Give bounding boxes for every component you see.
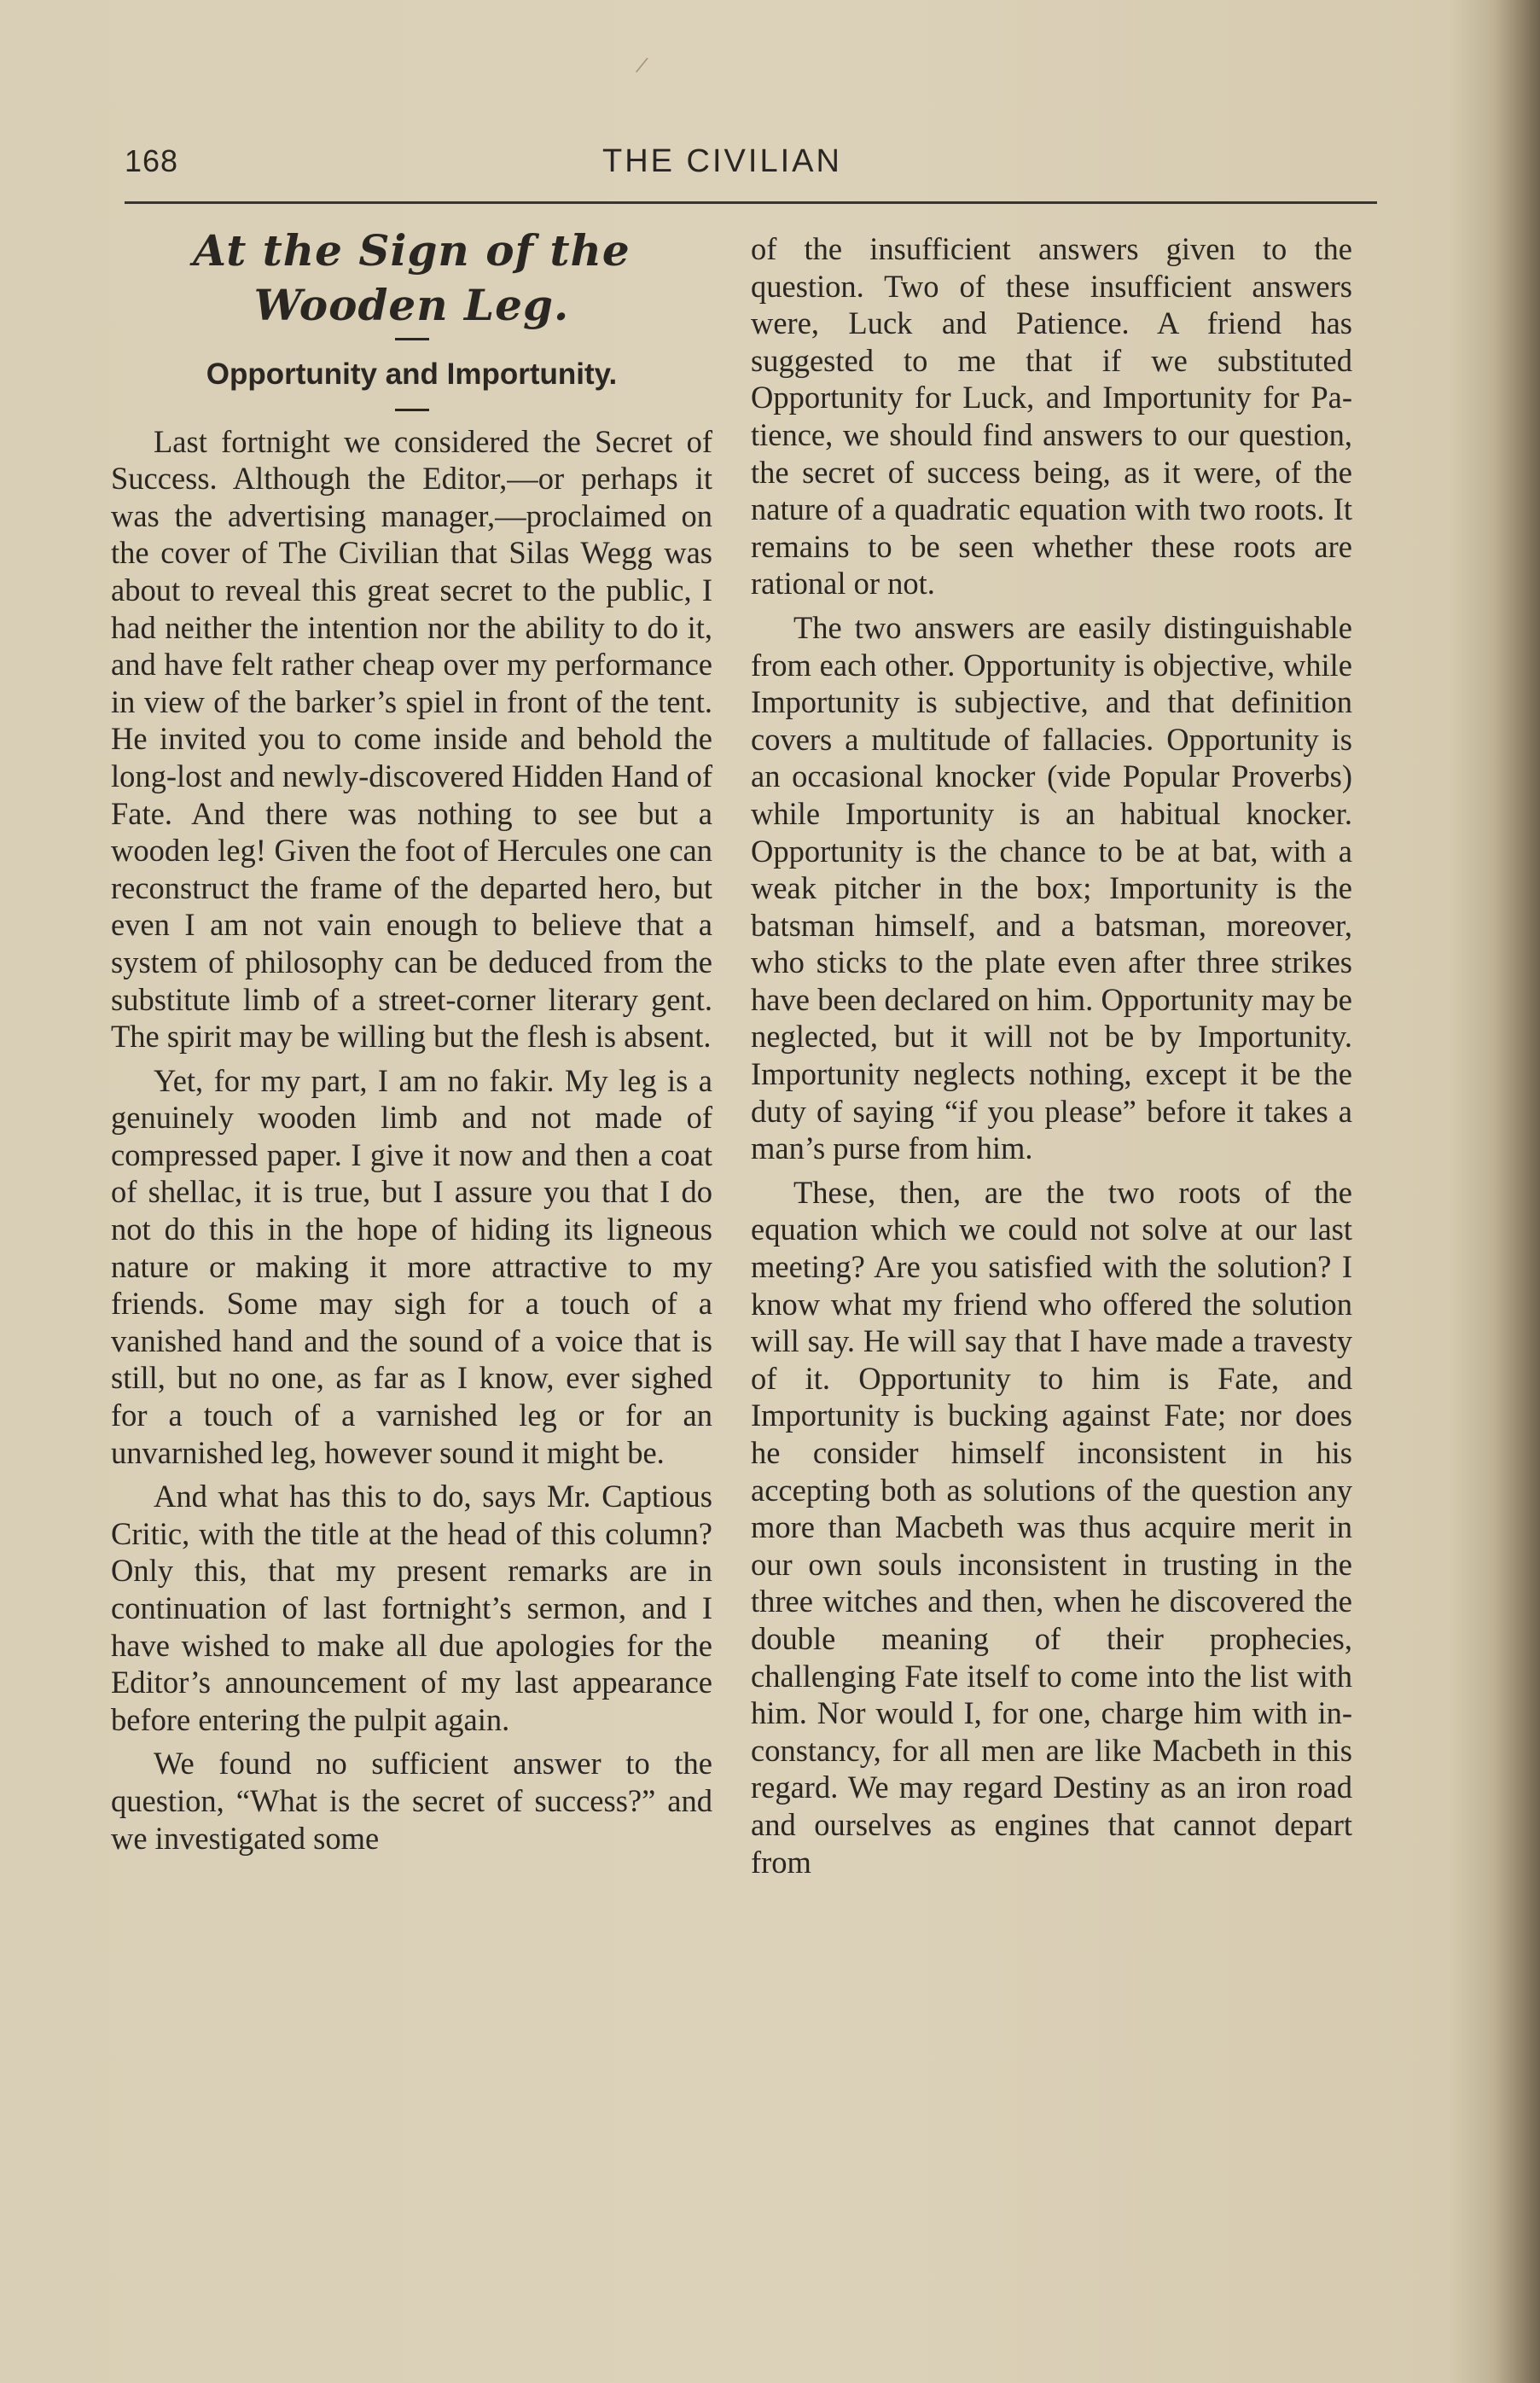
page-number: 168 <box>125 143 179 178</box>
paragraph: We found no sufficient answer to the question, “What is the secret of success?” and we investigated some <box>111 1746 712 1856</box>
page-header <box>125 143 1379 195</box>
paragraph: Last fortnight we considered the Secret of Success. Although the Editor,—or perhaps it was the advertising manager,—proclaimed on the cover of The Civilian that Silas Wegg was about to reveal this great secret to the public, I had neither the intention nor the ability to do it, and have felt rather cheap over my performance in view of the barker’s spiel in front of the tent. He invited you to come inside and behold the long-lost and newly-discovered Hidden Hand of Fate. And there was nothing to see but a wooden leg! Given the foot of Hercules one can reconstruct the frame of the departed hero, but even I am not vain enough to believe that a system of philosophy can be deduced from the substitute limb of a street-corner literary gent. The spirit may be willing but the flesh is absent. <box>111 423 712 1055</box>
pencil-mark-icon: / <box>633 50 650 80</box>
article-subtitle: Opportunity and Importunity. <box>206 357 618 391</box>
subtitle-divider <box>395 409 429 411</box>
left-column <box>111 224 712 1863</box>
right-column <box>751 230 1352 1887</box>
header-rule <box>125 201 1377 204</box>
paragraph: And what has this to do, says Mr. Captious Critic, with the title at the head of this column? Only this, that my present remarks are in continuation of last fortnight’s sermon, and I have wished to make all due apologies for the Editor’s announcement of my last appearance before entering the pulpit again. <box>111 1479 712 1737</box>
paragraph: of the insufficient answers given to the question. Two of these insufficient answers were, Luck and Patience. A friend has suggested to me that if we substituted Opportunity for Luck, and Importunity for Patience, we should find answers to our question, the secret of success being, as it were, of the nature of a quadratic equation with two roots. It remains to be seen whether these roots are rational or not. <box>751 231 1352 602</box>
paragraph: The two answers are easily distinguishable from each other. Opportunity is objective, while Importunity is subjective, and that definition covers a multitude of fallacies. Opportunity is an occasional knocker (vide Popular Proverbs) while Importunity is an habitual knocker. Opportunity is the chance to be at bat, with a weak pitcher in the box; Importunity is the batsman himself, and a batsman, moreover, who sticks to the plate even after three strikes have been declared on him. Opportunity may be neglected, but it will not be by Importunity. Importunity neglects nothing, except it be the duty of saying “if you please” before it takes a man’s purse from him. <box>751 609 1352 1166</box>
title-divider <box>395 338 429 340</box>
paragraph: These, then, are the two roots of the equation which we could not solve at our last meeting? Are you satisfied with the solution? I know what my friend who offered the solution will say. He will say that I have made a travesty of it. Opportunity to him is Fate, and Importunity is bucking against Fate; nor does he consider himself inconsistent in his accepting both as solutions of the question any more than Macbeth was thus acquire merit in our own souls inconsistent in trusting in the three witches and then, when he discovered the double meaning of their prophecies, challenging Fate itself to come into the list with him. Nor would I, for one, charge him with inconstancy, for all men are like Macbeth in this regard. We may regard Destiny as an iron road and ourselves as engines that cannot depart from <box>751 1174 1352 1880</box>
running-title: THE CIVILIAN <box>602 143 842 179</box>
article-title: At the Sign of the Wooden Leg. <box>193 225 631 330</box>
paragraph: Yet, for my part, I am no fakir. My leg is a genuinely wooden limb and not made of compressed paper. I give it now and then a coat of shellac, it is true, but I assure you that I do not do this in the hope of hiding its ligneous nature or making it more attractive to my friends. Some may sigh for a touch of a vanished hand and the sound of a voice that is still, but no one, as far as I know, ever sighed for a touch of a varnished leg or for an unvarnished leg, however sound it might be. <box>111 1062 712 1470</box>
